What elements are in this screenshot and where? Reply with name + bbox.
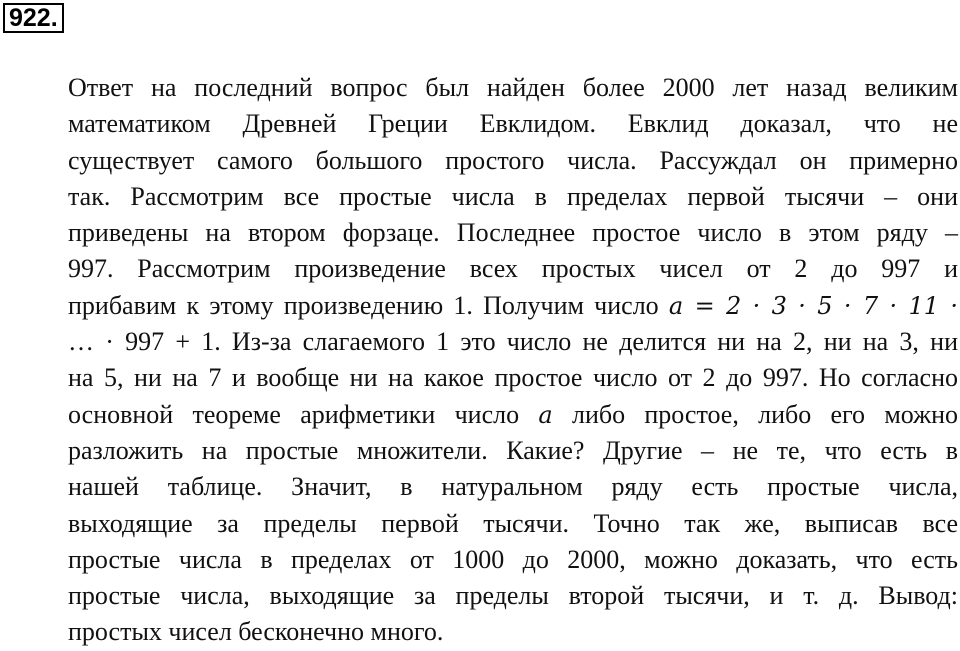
text-line-10-prefix: основной теореме арифметики число xyxy=(68,399,520,429)
text-line-5: приведены на втором форзаце. Последнее простое число в этом ряду – xyxy=(68,218,958,248)
text-line-16: простых чисел бесконечно много. xyxy=(68,617,444,647)
text-line-12: нашей таблице. Значит, в натуральном ряду есть простые числа, xyxy=(68,472,958,502)
text-line-4: так. Рассмотрим все простые числа в пределах первой тысячи – они xyxy=(68,181,958,211)
variable-a: a xyxy=(538,400,553,429)
text-line-15: простые числа, выходящие за пределы второй тысячи, и т. д. Вывод: xyxy=(68,581,958,611)
text-line-3: существует самого большого простого числа. Рассуждал он примерно xyxy=(68,145,958,175)
text-line-10 xyxy=(68,397,958,433)
text-line-7 xyxy=(68,288,958,324)
text-line-1: Ответ на последний вопрос был найден более 2000 лет назад великим xyxy=(68,73,958,102)
text-line-11: разложить на простые множители. Какие? Другие – не те, что есть в xyxy=(68,435,958,465)
text-line-10-suffix: либо простое, либо его можно xyxy=(571,399,959,429)
text-line-7-prefix: прибавим к этому произведению 1. Получим число xyxy=(68,290,659,320)
text-line-13: выходящие за пределы первой тысячи. Точно так же, выписав все xyxy=(68,508,958,538)
text-line-9: на 5, ни на 7 и вообще ни на какое простое число от 2 до 997. Но согласно xyxy=(68,363,958,393)
problem-number: 922. xyxy=(3,3,64,33)
text-line-6: 997. Рассмотрим произведение всех простых чисел от 2 до 997 и xyxy=(68,254,958,284)
text-line-8: … · 997 + 1. Из-за слагаемого 1 это число не делится ни на 2, ни на 3, ни xyxy=(68,327,958,357)
problem-text xyxy=(68,70,958,651)
text-line-2: математиком Древней Греции Евклидом. Евклид доказал, что не xyxy=(68,109,958,139)
text-line-14: простые числа в пределах от 1000 до 2000, можно доказать, что есть xyxy=(68,544,958,574)
formula-a: a = 2 · 3 · 5 · 7 · 11 · xyxy=(668,291,958,320)
